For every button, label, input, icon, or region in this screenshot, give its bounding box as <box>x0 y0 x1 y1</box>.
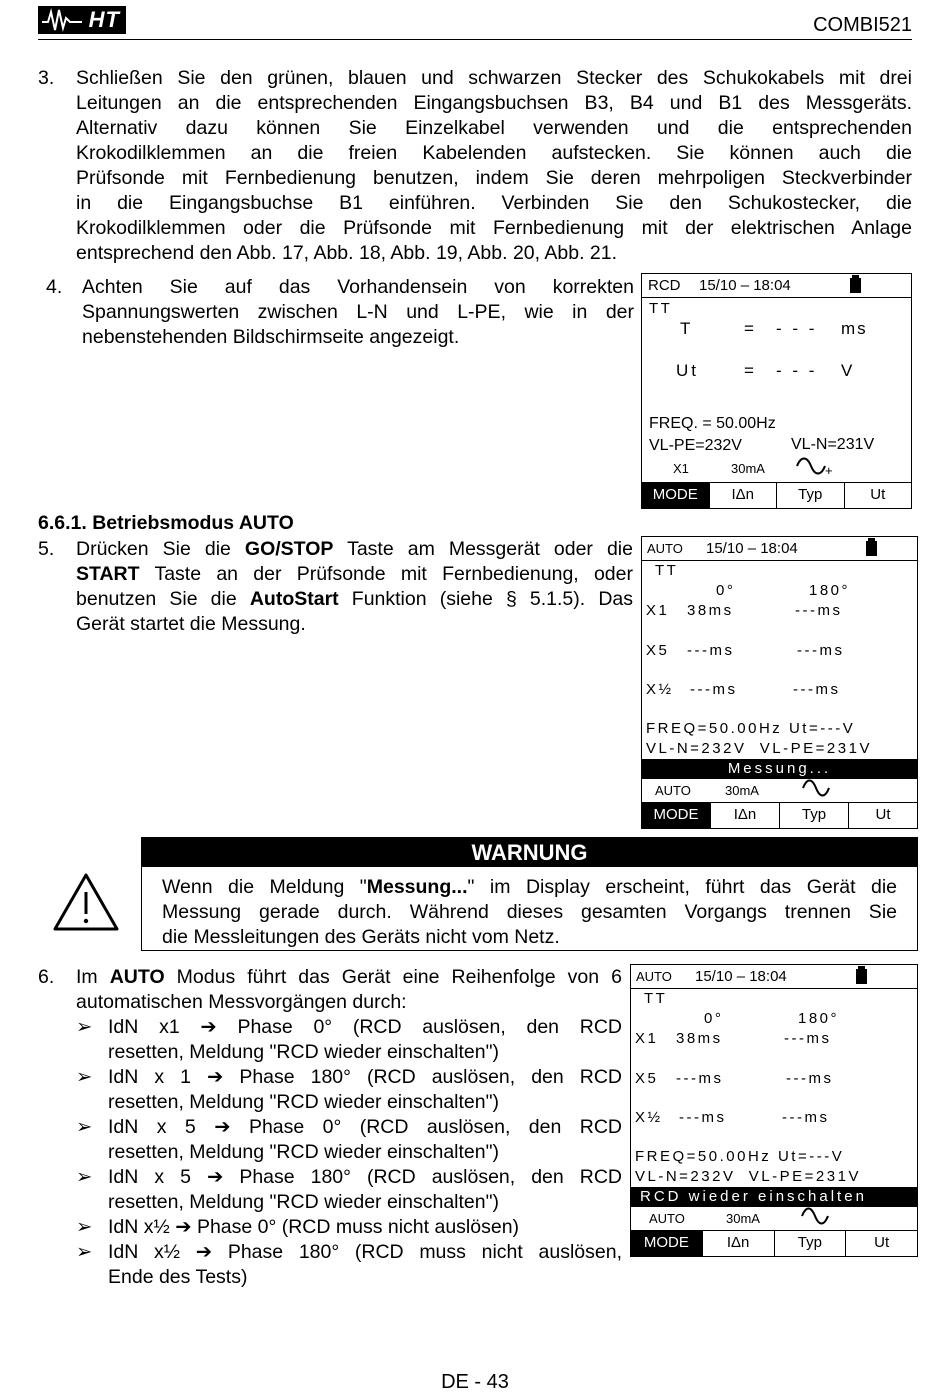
idn-softkey[interactable]: IΔn <box>710 803 779 828</box>
step-4-line: Spannungswerten zwischen L-N und L-PE, wie in der <box>82 301 634 323</box>
step-4-number: 4. <box>46 276 63 298</box>
xhalf-phase180-value: ---ms <box>782 1109 830 1126</box>
voltage-readout: VL-N=232V VL-PE=231V <box>646 740 872 757</box>
system-type: TT <box>649 300 673 317</box>
list-item: ➢ IdN x½ ➔ Phase 180° (RCD muss nicht auslösen, Ende des Tests) <box>76 1241 622 1288</box>
step-3-line: Krokodilklemmen an die freien Kabelenden aufstecken. Sie können auch die <box>76 142 912 164</box>
touch-voltage-equals: = <box>744 361 754 380</box>
step-3-line: Alternativ dazu können Sie Einzelkabel verwenden und die entsprechenden <box>76 117 912 139</box>
mode-softkey[interactable]: MODE <box>631 1231 702 1256</box>
softkey-bar <box>642 482 911 508</box>
warning-text <box>162 875 897 950</box>
header-divider <box>38 39 912 40</box>
warning-box <box>141 867 918 951</box>
battery-icon <box>866 541 877 556</box>
x1-label: X1 <box>635 1030 659 1047</box>
step-3-line: Krokodilklemmen oder die Prüfsonde mit Fernbedienung mit der elektrischen Anlage <box>76 217 912 239</box>
step-6-text <box>76 965 622 1015</box>
wave-polarity: + <box>825 463 833 478</box>
start-key-name: START <box>76 563 140 585</box>
auto-measuring-screen <box>641 536 918 829</box>
battery-icon <box>856 969 867 984</box>
step-3-text <box>76 66 912 266</box>
screen-datetime: 15/10 – 18:04 <box>695 968 787 985</box>
xhalf-label: X½ <box>635 1109 663 1126</box>
warning-line: Wenn die Meldung "Messung..." im Display erscheint, führt das Gerät die <box>162 876 897 898</box>
warning-line: die Messleitungen des Geräts nicht vom Netz. <box>162 926 560 948</box>
step-3-line: entsprechend den Abb. 17, Abb. 18, Abb. 19, Abb. 20, Abb. 21. <box>76 242 618 264</box>
screen-datetime: 15/10 – 18:04 <box>699 277 791 294</box>
warning-line: Messung gerade durch. Während dieses gesamten Vorgangs trennen Sie <box>162 901 897 923</box>
idn-softkey[interactable]: IΔn <box>702 1231 774 1256</box>
step-5-line: benutzen Sie die AutoStart Funktion (siehe § 5.1.5). Das <box>76 588 633 610</box>
screen-title-bar <box>631 965 917 989</box>
trip-time-label: T <box>680 319 691 338</box>
list-item: ➢ IdN x1 ➔ Phase 0° (RCD auslösen, den RCD resetten, Meldung "RCD wieder einschalten") <box>76 1016 622 1063</box>
bullet-arrow-icon: ➢ <box>76 1216 93 1238</box>
step-3-line: in die Eingangsbuchse B1 einführen. Verbinden Sie den Schukostecker, die <box>76 192 912 214</box>
x1-phase0-value: 38ms <box>676 1030 723 1047</box>
step-4-line: Achten Sie auf das Vorhandensein von korrekten <box>82 276 634 298</box>
warning-triangle-icon <box>52 872 120 932</box>
ac-wave-icon <box>795 456 827 476</box>
screen-title-bar <box>642 537 917 561</box>
rated-current-value: 30mA <box>726 1211 760 1226</box>
screen-title: AUTO <box>647 541 683 556</box>
phase-180-header: 180° <box>809 582 851 599</box>
freq-ut-readout: FREQ=50.00Hz Ut=---V <box>635 1148 845 1165</box>
trip-time-value: - - - <box>776 319 818 338</box>
list-item: ➢ IdN x 1 ➔ Phase 180° (RCD auslösen, den RCD resetten, Meldung "RCD wieder einschalten") <box>76 1066 622 1113</box>
x5-label: X5 <box>635 1070 659 1087</box>
type-softkey[interactable]: Typ <box>779 803 848 828</box>
mode-value: AUTO <box>655 783 691 798</box>
bullet-arrow-icon: ➢ <box>76 1016 93 1038</box>
rcd-screen-display <box>641 273 912 509</box>
list-item: ➢ IdN x 5 ➔ Phase 0° (RCD auslösen, den RCD resetten, Meldung "RCD wieder einschalten") <box>76 1116 622 1163</box>
trip-time-equals: = <box>744 319 754 338</box>
x5-phase180-value: ---ms <box>797 642 845 659</box>
step-6-line: Im AUTO Modus führt das Gerät eine Reihenfolge von 6 <box>76 966 622 988</box>
touch-voltage-value: - - - <box>776 361 818 380</box>
x1-phase0-value: 38ms <box>687 602 734 619</box>
step-4-line: nebenstehenden Bildschirmseite angezeigt. <box>82 326 460 348</box>
ut-softkey[interactable]: Ut <box>845 1231 917 1256</box>
mode-softkey[interactable]: MODE <box>642 483 709 508</box>
vln-readout: VL-N=231V <box>791 436 875 453</box>
xhalf-phase0-value: ---ms <box>690 681 738 698</box>
go-stop-key-name: GO/STOP <box>244 538 334 560</box>
logo-wave-icon <box>42 8 82 32</box>
section-heading: 6.6.1. Betriebsmodus AUTO <box>38 512 294 534</box>
brand-logo <box>38 6 126 34</box>
step-4-text <box>82 275 634 350</box>
xhalf-label: X½ <box>646 681 674 698</box>
x1-label: X1 <box>646 602 670 619</box>
step-5-line: START Taste an der Prüfsonde mit Fernbedienung, oder <box>76 563 633 585</box>
bullet-arrow-icon: ➢ <box>76 1066 93 1088</box>
list-item: ➢ IdN x 5 ➔ Phase 180° (RCD auslösen, den RCD resetten, Meldung "RCD wieder einschalten") <box>76 1166 622 1213</box>
measuring-message-name: Messung... <box>366 876 468 898</box>
test-sequence-list <box>76 1015 622 1290</box>
status-message: Messung... <box>642 759 917 779</box>
status-message: RCD wieder einschalten <box>631 1187 917 1207</box>
step-5-number: 5. <box>38 538 55 560</box>
list-item: ➢ IdN x½ ➔ Phase 0° (RCD muss nicht auslösen) <box>76 1216 520 1238</box>
touch-voltage-label: Ut <box>676 361 699 380</box>
phase-0-header: 0° <box>716 582 736 599</box>
step-5-text <box>76 537 633 637</box>
x5-label: X5 <box>646 642 670 659</box>
warning-title: WARNUNG <box>141 837 918 867</box>
screen-title: AUTO <box>636 969 672 984</box>
logo-text: HT <box>88 7 120 32</box>
step-6-line: automatischen Messvorgängen durch: <box>76 991 407 1013</box>
auto-mode-name: AUTO <box>109 966 165 988</box>
screen-title-bar <box>642 274 911 298</box>
x5-phase0-value: ---ms <box>676 1070 724 1087</box>
mode-value: AUTO <box>649 1211 685 1226</box>
step-5-line: Gerät startet die Messung. <box>76 613 306 635</box>
step-3-line: Schließen Sie den grünen, blauen und schwarzen Stecker des Schukokabels mit drei <box>76 67 912 89</box>
mode-softkey[interactable]: MODE <box>642 803 710 828</box>
bullet-arrow-icon: ➢ <box>76 1166 93 1188</box>
softkey-bar <box>631 1230 917 1256</box>
touch-voltage-unit: V <box>841 361 853 380</box>
ac-wave-icon <box>800 1206 830 1226</box>
step-5-line: Drücken Sie die GO/STOP Taste am Messgerät oder die <box>76 538 633 560</box>
ut-softkey[interactable]: Ut <box>844 483 912 508</box>
auto-reset-screen <box>630 964 918 1257</box>
xhalf-phase180-value: ---ms <box>793 681 841 698</box>
screen-datetime: 15/10 – 18:04 <box>706 540 798 557</box>
step-3-line: Prüfsonde mit Fernbedienung benutzen, indem Sie deren mehrpoligen Steckverbinder <box>76 167 912 189</box>
freq-ut-readout: FREQ=50.00Hz Ut=---V <box>646 720 856 737</box>
step-6-number: 6. <box>38 966 55 988</box>
x1-phase180-value: ---ms <box>784 1030 832 1047</box>
ac-wave-icon <box>801 778 831 798</box>
trip-time-unit: ms <box>841 319 868 338</box>
ut-softkey[interactable]: Ut <box>848 803 917 828</box>
bullet-arrow-icon: ➢ <box>76 1116 93 1138</box>
multiplier-value: X1 <box>673 461 689 476</box>
x5-phase0-value: ---ms <box>687 642 735 659</box>
softkey-bar <box>642 802 917 828</box>
model-name: COMBI521 <box>813 14 912 36</box>
idn-softkey[interactable]: IΔn <box>709 483 777 508</box>
battery-icon <box>850 278 861 293</box>
rated-current-value: 30mA <box>731 461 765 476</box>
x1-phase180-value: ---ms <box>795 602 843 619</box>
phase-0-header: 0° <box>704 1010 724 1027</box>
x5-phase180-value: ---ms <box>786 1070 834 1087</box>
bullet-arrow-icon: ➢ <box>76 1241 93 1263</box>
phase-180-header: 180° <box>798 1010 840 1027</box>
type-softkey[interactable]: Typ <box>774 1231 846 1256</box>
frequency-readout: FREQ. = 50.00Hz <box>649 415 776 432</box>
system-type: TT <box>655 562 679 579</box>
type-softkey[interactable]: Typ <box>776 483 844 508</box>
vlpe-readout: VL-PE=232V <box>649 437 742 454</box>
voltage-readout: VL-N=232V VL-PE=231V <box>635 1168 861 1185</box>
autostart-name: AutoStart <box>249 588 339 610</box>
page-number: DE - 43 <box>441 1371 509 1393</box>
step-3-line: Leitungen an die entsprechenden Eingangsbuchsen B3, B4 und B1 des Messgeräts. <box>76 92 912 114</box>
screen-title: RCD <box>648 277 681 294</box>
xhalf-phase0-value: ---ms <box>679 1109 727 1126</box>
rated-current-value: 30mA <box>725 783 759 798</box>
system-type: TT <box>644 990 668 1007</box>
step-3-number: 3. <box>38 67 55 89</box>
